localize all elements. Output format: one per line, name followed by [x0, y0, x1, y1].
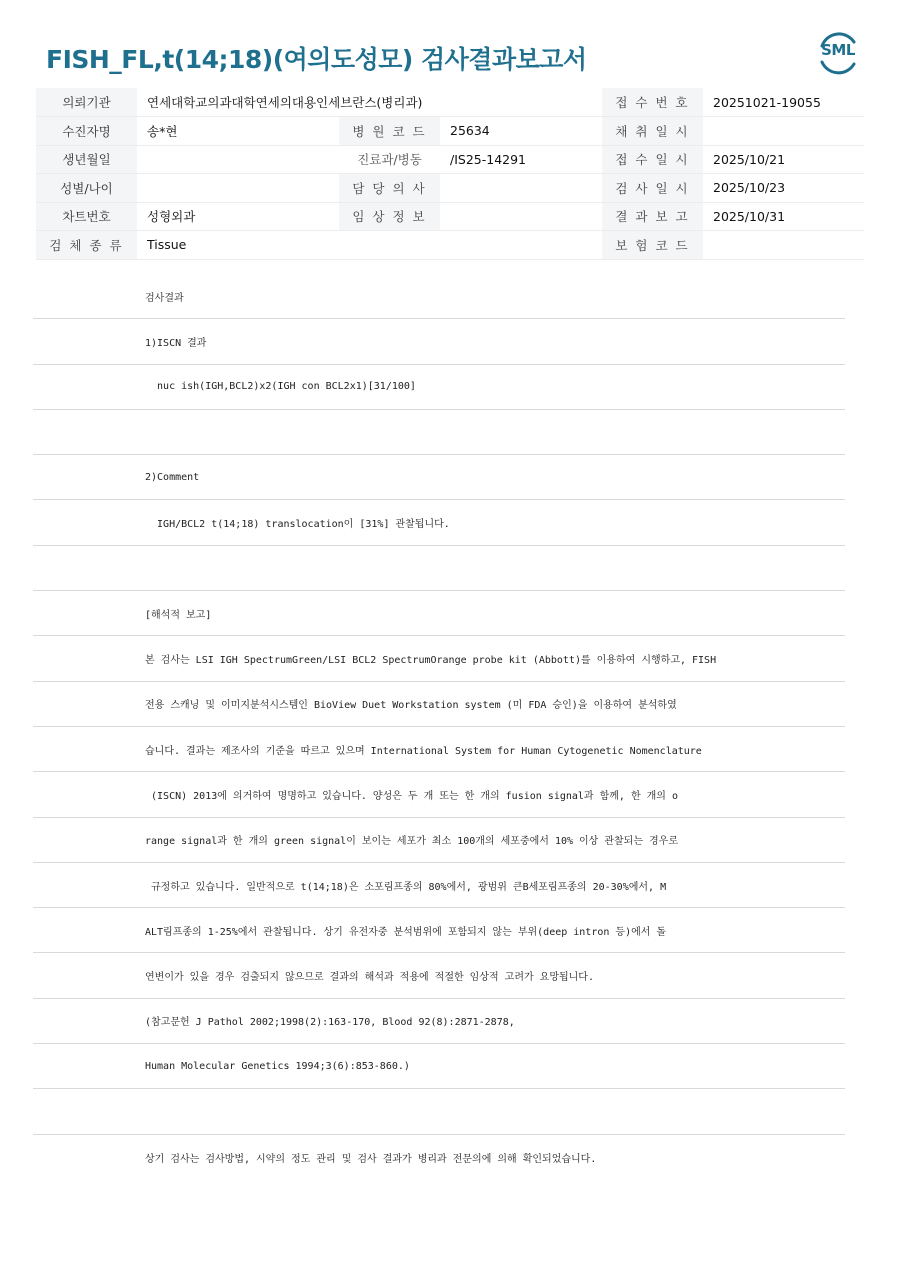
test-date-label: 검 사 일 시 — [602, 174, 703, 203]
specimen-value: Tissue — [137, 231, 602, 260]
report-line — [33, 1089, 845, 1134]
info-row — [36, 88, 864, 117]
report-line: 2)Comment — [33, 455, 845, 500]
received-date-value: 2025/10/21 — [703, 145, 864, 174]
report-line: 1)ISCN 결과 — [33, 319, 845, 364]
report-line: ALT림프종의 1-25%에서 관찰됩니다. 상기 유전자중 분석범위에 포함되지 않는 부위(deep intron 등)에서 돌 — [33, 908, 845, 953]
report-line: (참고문헌 J Pathol 2002;1998(2):163-170, Blood 92(8):2871-2878, — [33, 999, 845, 1044]
department-label: 진료과/병동 — [339, 145, 440, 174]
chart-no-value: 성형외과 — [137, 202, 339, 231]
birth-date-value — [137, 145, 339, 174]
sex-age-value — [137, 174, 339, 203]
report-line: [해석적 보고] — [33, 591, 845, 636]
collection-date-value — [703, 117, 864, 146]
clinical-info-value — [440, 202, 602, 231]
accession-no-value: 20251021-19055 — [703, 88, 864, 117]
hospital-code-label: 병 원 코 드 — [339, 117, 440, 146]
clinical-info-label: 임 상 정 보 — [339, 202, 440, 231]
report-line: 전용 스캐닝 및 이미지분석시스템인 BioView Duet Workstation system (미 FDA 승인)을 이용하여 분석하였 — [33, 682, 845, 727]
report-line: 연변이가 있을 경우 검출되지 않으므로 결과의 해석과 적용에 적절한 임상적 고려가 요망됩니다. — [33, 953, 845, 998]
logo-text: SML — [821, 41, 855, 59]
insurance-code-label: 보 험 코 드 — [602, 231, 703, 260]
report-line — [33, 410, 845, 455]
info-row — [36, 202, 864, 231]
report-line — [33, 546, 845, 591]
collection-date-label: 채 취 일 시 — [602, 117, 703, 146]
hospital-code-value: 25634 — [440, 117, 602, 146]
report-line: 본 검사는 LSI IGH SpectrumGreen/LSI BCL2 SpectrumOrange probe kit (Abbott)를 이용하여 시행하고, FISH — [33, 636, 845, 681]
insurance-code-value — [703, 231, 864, 260]
birth-date-label: 생년월일 — [36, 145, 137, 174]
test-date-value: 2025/10/23 — [703, 174, 864, 203]
info-row — [36, 117, 864, 146]
sex-age-label: 성별/나이 — [36, 174, 137, 203]
received-date-label: 접 수 일 시 — [602, 145, 703, 174]
patient-name-label: 수진자명 — [36, 117, 137, 146]
report-line: 습니다. 결과는 제조사의 기준을 따르고 있으며 International System for Human Cytogenetic Nomenclature — [33, 727, 845, 772]
doctor-value — [440, 174, 602, 203]
report-body — [33, 274, 845, 1135]
report-line: Human Molecular Genetics 1994;3(6):853-860.) — [33, 1044, 845, 1089]
report-line: range signal과 한 개의 green signal이 보이는 세포가 최소 100개의 세포중에서 10% 이상 관찰되는 경우로 — [33, 818, 845, 863]
department-value: /IS25-14291 — [440, 145, 602, 174]
sml-logo — [814, 28, 862, 76]
patient-info-table — [36, 88, 864, 260]
patient-name-value: 송*현 — [137, 117, 339, 146]
doctor-label: 담 당 의 사 — [339, 174, 440, 203]
requesting-institution-value: 연세대학교의과대학연세의대용인세브란스(병리과) — [137, 88, 602, 117]
info-row — [36, 231, 864, 260]
report-date-value: 2025/10/31 — [703, 202, 864, 231]
report-line: (ISCN) 2013에 의거하여 명명하고 있습니다. 양성은 두 개 또는 한 개의 fusion signal과 함께, 한 개의 o — [33, 772, 845, 817]
report-title: FISH_FL,t(14;18)(여의도성모) 검사결과보고서 — [46, 45, 587, 74]
report-line: 규정하고 있습니다. 일반적으로 t(14;18)은 소포림프종의 80%에서, 광범위 큰B세포림프종의 20-30%에서, M — [33, 863, 845, 908]
verification-statement: 상기 검사는 검사방법, 시약의 정도 관리 및 검사 결과가 병리과 전문의에 의해 확인되었습니다. — [145, 1154, 597, 1165]
chart-no-label: 차트번호 — [36, 202, 137, 231]
requesting-institution-label: 의뢰기관 — [36, 88, 137, 117]
report-line: 검사결과 — [33, 274, 845, 319]
report-line: nuc ish(IGH,BCL2)x2(IGH con BCL2x1)[31/100] — [33, 365, 845, 410]
info-row — [36, 145, 864, 174]
specimen-label: 검 체 종 류 — [36, 231, 137, 260]
report-date-label: 결 과 보 고 — [602, 202, 703, 231]
report-line: IGH/BCL2 t(14;18) translocation이 [31%] 관찰됩니다. — [33, 500, 845, 545]
accession-no-label: 접 수 번 호 — [602, 88, 703, 117]
info-row — [36, 174, 864, 203]
